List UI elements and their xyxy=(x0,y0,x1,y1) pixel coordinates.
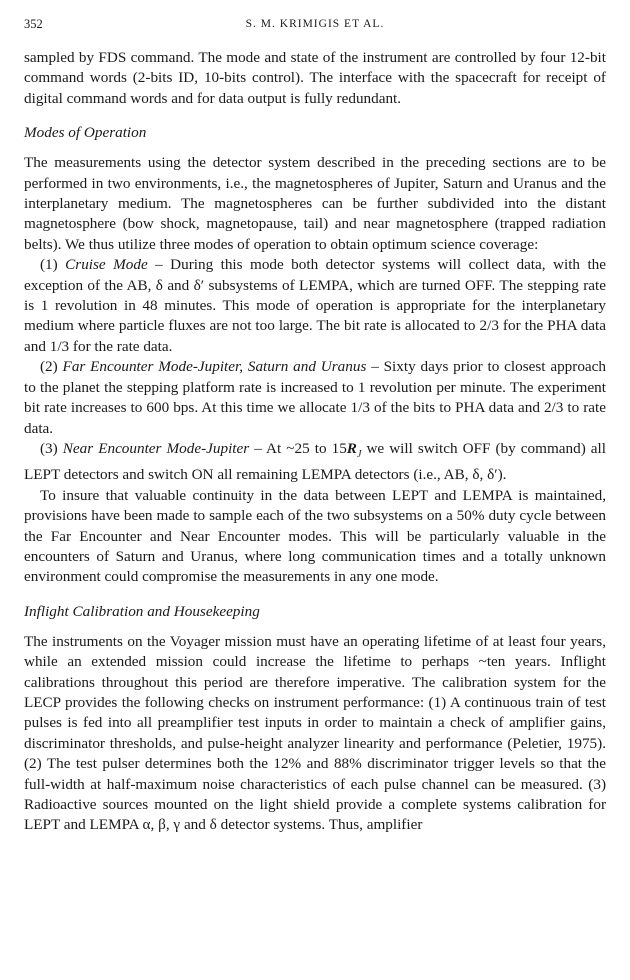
section-heading-calibration: Inflight Calibration and Housekeeping xyxy=(24,602,260,620)
mode-item-cruise xyxy=(24,255,606,357)
radius-symbol: R xyxy=(346,439,357,457)
paragraph-modes: The measurements using the detector system described in the preceding sections are to be performed in two environments, i.e., the magnetospheres of Jupiter, Saturn and Uranus and the interplanetary medium. The magnetospheres can be further subdivided into the distant magnetosphere (bow shock, magnetopause, tail) and near magnetosphere (trapped radiation belts). We thus utilize three modes of operation to obtain optimum science coverage: xyxy=(24,154,606,253)
mode-item-far-encounter xyxy=(24,357,606,439)
document-page xyxy=(24,14,606,836)
running-header xyxy=(24,14,606,34)
mode-text: – At ~25 to 15 xyxy=(249,439,347,457)
mode-title: Far Encounter Mode-Jupiter, Saturn and Uranus xyxy=(62,358,367,376)
mode-text-cont: we will switch OFF (by command) all LEPT detectors and switch ON all remaining LEMPA detectors (i.e., AB, δ, δ′). xyxy=(24,439,606,484)
mode-title: Cruise Mode xyxy=(65,256,148,274)
mode-number: (2) xyxy=(40,358,63,376)
paragraph-calibration: The instruments on the Voyager mission must have an operating lifetime of at least four years, while an extended mission could increase the lifetime to perhaps ~ten years. Inflight calibrations throughout this period are therefore imperative. The calibration system for the LECP provides the following checks on instrument performance: (1) A continuous train of test pulses is fed into all preamplifier test inputs in order to maintain a check of amplifier gains, discriminator thresholds, and pulse-height analyzer linearity and performance (Peletier, 1975). (2) The test pulser determines both the 12% and 88% discriminator trigger levels so that the full-width at half-maximum noise characteristics of each pulse channel can be measured. (3) Radioactive sources mounted on the light shield provide a complete systems calibration for LEPT and LEMPA α, β, γ and δ detector systems. Thus, amplifier xyxy=(24,632,606,834)
paragraph-continuity: To insure that valuable continuity in the data between LEPT and LEMPA is maintained, provisions have been made to sample each of the two subsystems on a 50% duty cycle between the Far Encounter and Near Encounter modes. This will be particularly valuable in the encounters of Saturn and Uranus, where long communication times and a totally unknown environment could compromise the measurements in any one mode. xyxy=(24,486,606,586)
mode-title: Near Encounter Mode-Jupiter xyxy=(62,439,250,457)
paragraph-intro: sampled by FDS command. The mode and state of the instrument are controlled by four 12-bit command words (2-bits ID, 10-bits control). The interface with the spacecraft for receipt of digital command words and for data output is fully redundant. xyxy=(24,49,606,107)
mode-number: (3) xyxy=(40,439,63,457)
mode-text: – Sixty days prior to closest approach to the planet the stepping platform rate is increased to 1 revolution per minute. The experiment bit rate increases to 600 bps. At this time we allocate 1/3 of the bits to PHA data and 2/3 to rate data. xyxy=(24,358,606,437)
section-heading-modes: Modes of Operation xyxy=(24,124,147,142)
mode-item-near-encounter xyxy=(24,439,606,486)
running-title: S. M. KRIMIGIS ET AL. xyxy=(245,18,385,30)
page-number: 352 xyxy=(24,17,43,31)
mode-number: (1) xyxy=(40,256,66,274)
mode-text: – During this mode both detector systems will collect data, with the exception of the AB, δ and δ′ subsystems of LEMPA, which are turned OFF. The stepping rate is 1 revolution in 48 minutes. This mode of operation is appropriate for the interplanetary medium where particle fluxes are not too large. The bit rate is allocated to 2/3 for the PHA data and 1/3 for the rate data. xyxy=(24,256,606,355)
radius-subscript: J xyxy=(356,448,362,460)
